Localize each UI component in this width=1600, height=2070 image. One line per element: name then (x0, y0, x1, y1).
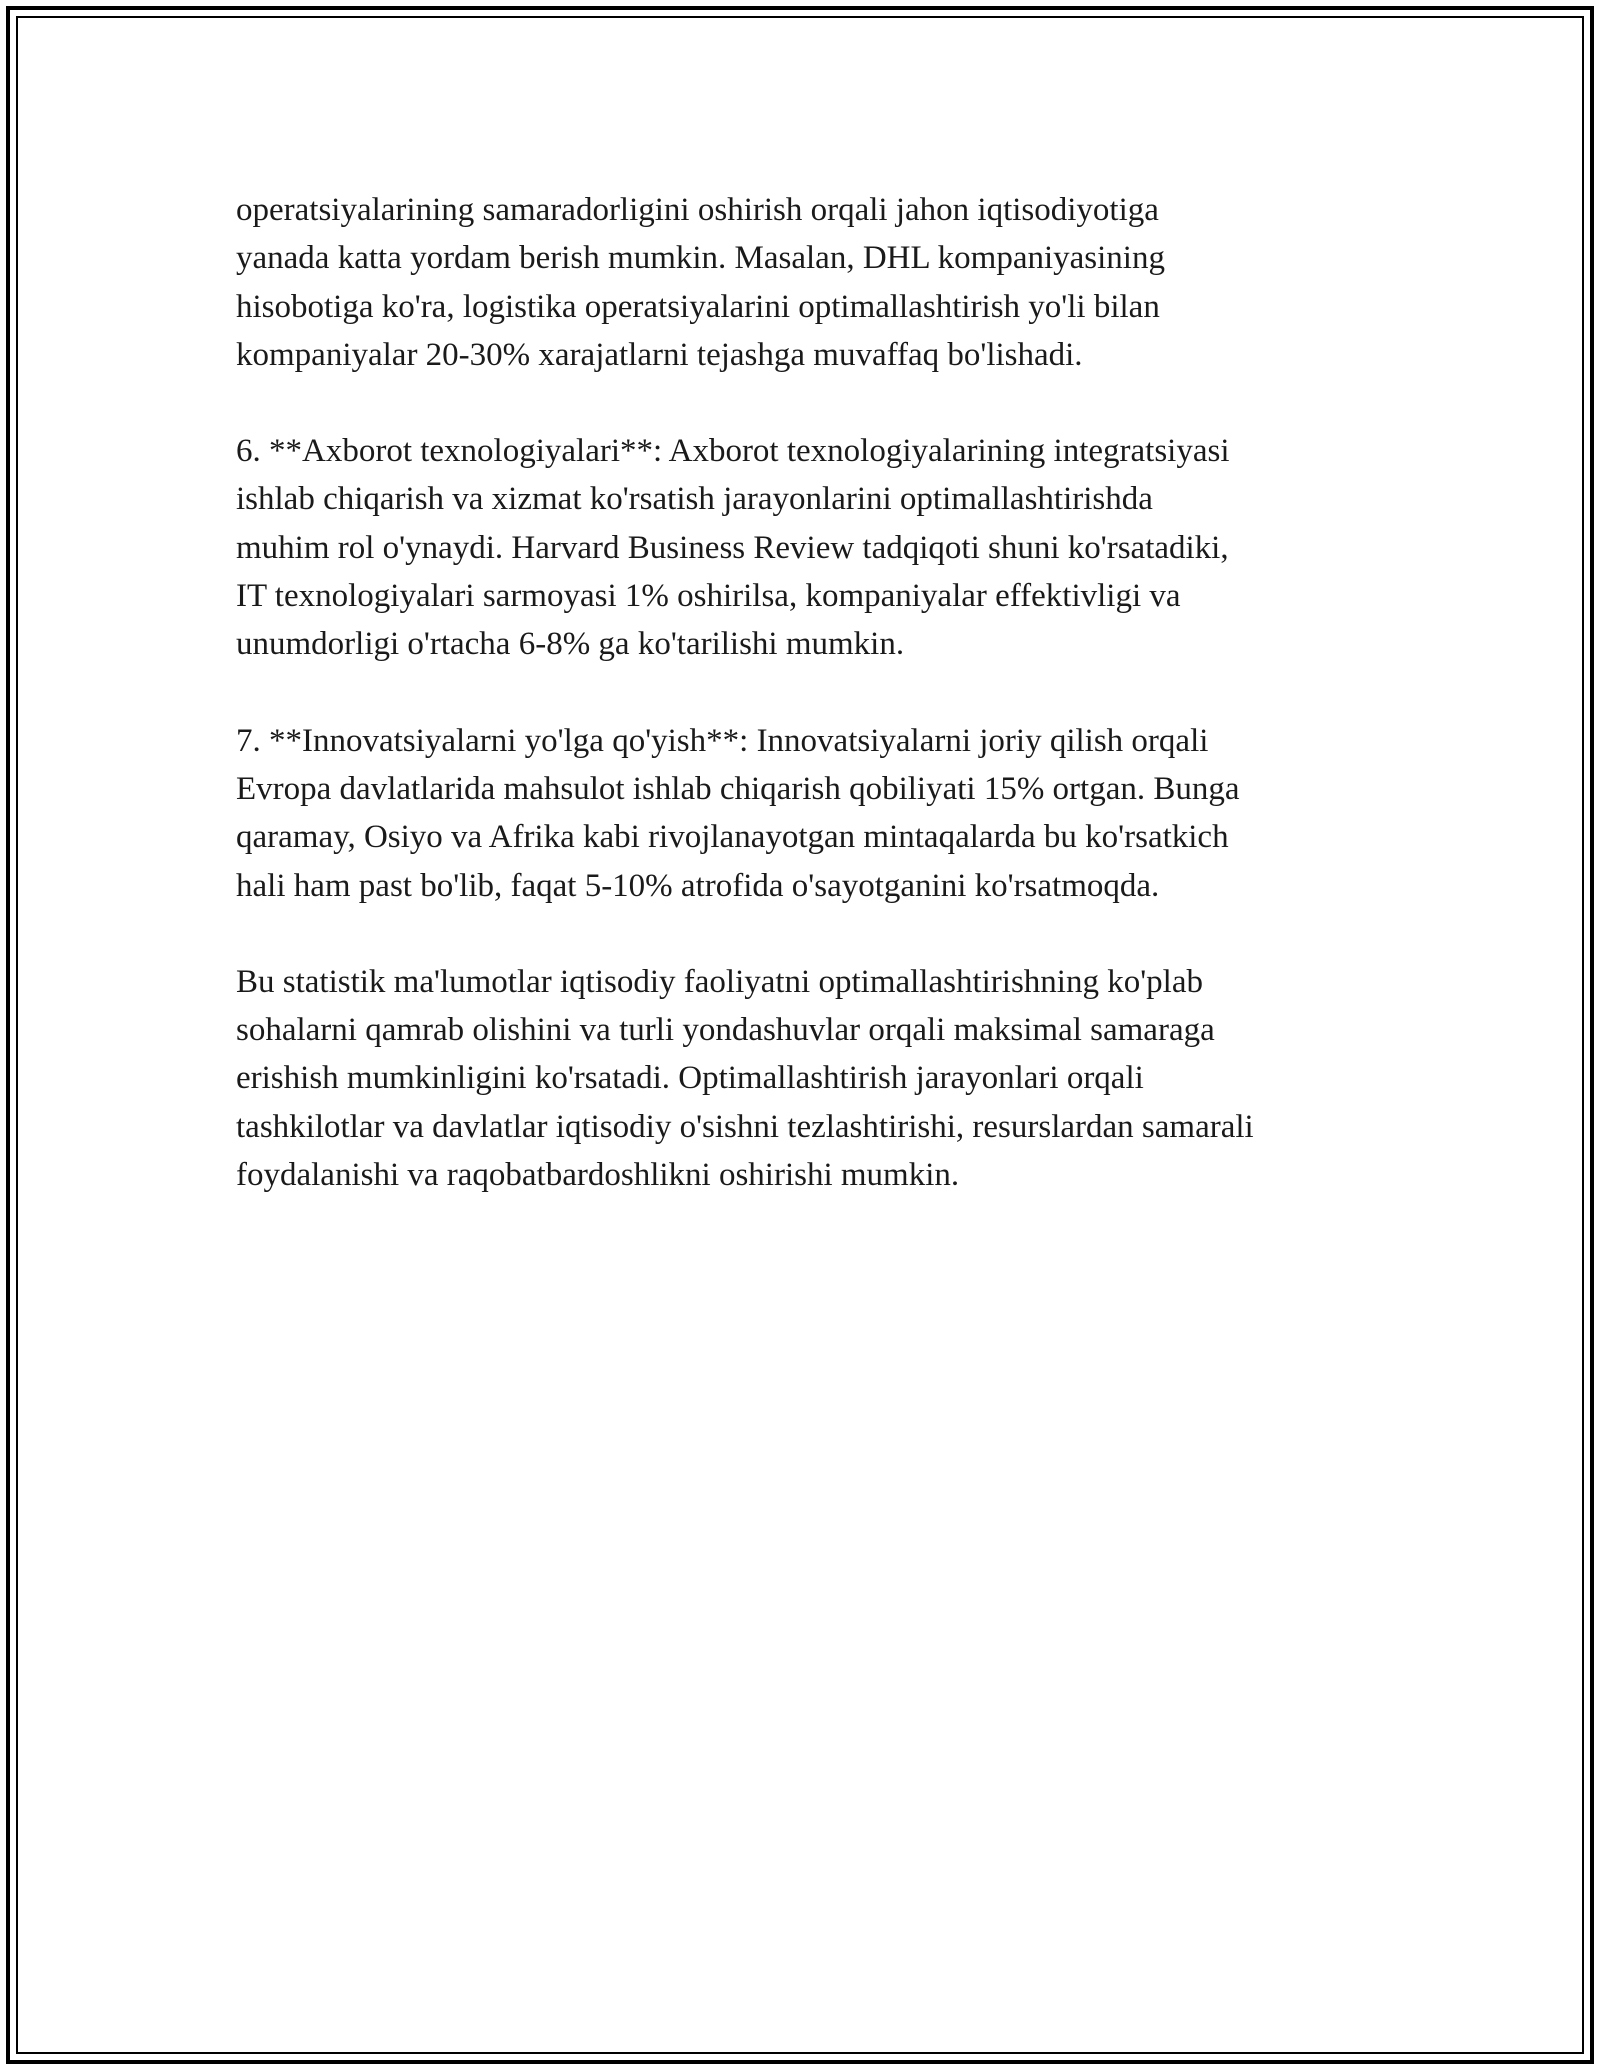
paragraph-information-technologies: 6. **Axborot texnologiyalari**: Axborot texnologiyalarining integratsiyasi ishlab chiqarish va xizmat ko'rsatish jarayonlarini optimallashtirishda muhim rol o'ynaydi. Harvard Business Review tadqiqoti shuni ko'rsatadiki, IT texnologiyalari sarmoyasi 1% oshirilsa, kompaniyalar effektivligi va unumdorligi o'rtacha 6-8% ga ko'tarilishi mumkin. (236, 433, 1230, 663)
paragraph-innovations: 7. **Innovatsiyalarni yo'lga qo'yish**: Innovatsiyalarni joriy qilish orqali Evropa davlatlarida mahsulot ishlab chiqarish qobiliyati 15% ortgan. Bunga qaramay, Osiyo va Afrika kabi rivojlanayotgan mintaqalarda bu ko'rsatkich hali ham past bo'lib, faqat 5-10% atrofida o'sayotganini ko'rsatmoqda. (236, 722, 1240, 904)
paragraph-logistics-continuation: operatsiyalarining samaradorligini oshirish orqali jahon iqtisodiyotiga yanada katta yordam berish mumkin. Masalan, DHL kompaniyasining hisobotiga ko'ra, logistika operatsiyalarini optimallashtirish yo'li bilan kompaniyalar 20-30% xarajatlarni tejashga muvaffaq bo'lishadi. (236, 192, 1165, 373)
document-body (236, 186, 1396, 1199)
paragraph-conclusion: Bu statistik ma'lumotlar iqtisodiy faoliyatni optimallashtirishning ko'plab sohalarni qamrab olishini va turli yondashuvlar orqali maksimal samaraga erishish mumkinligini ko'rsatadi. Optimallashtirish jarayonlari orqali tashkilotlar va davlatlar iqtisodiy o'sishni tezlashtirishi, resurslardan samarali foydalanishi va raqobatbardoshlikni oshirishi mumkin. (236, 963, 1254, 1194)
